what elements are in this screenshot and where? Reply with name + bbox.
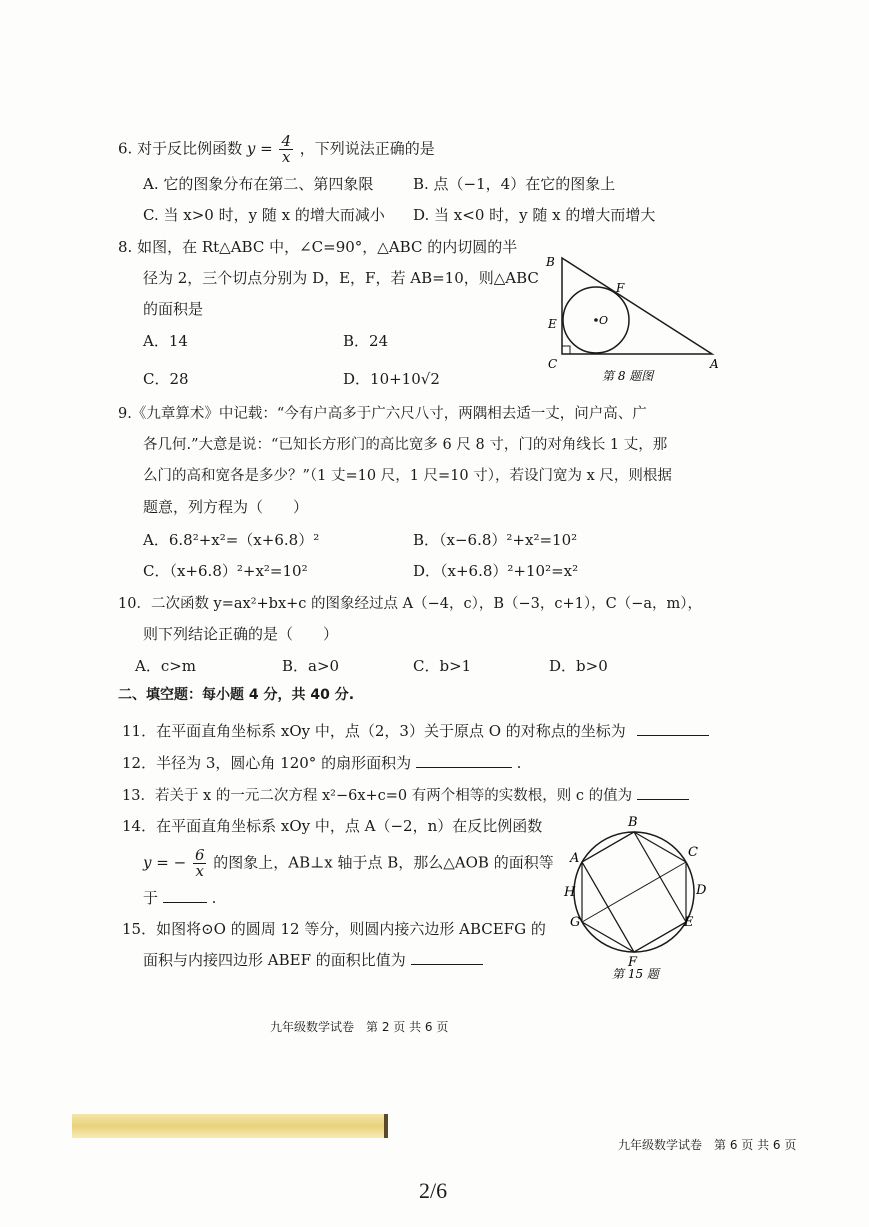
q15-line-2-text: 面积与内接四边形 ABEF 的面积比值为 (143, 951, 406, 969)
q8-label-a: A (710, 357, 719, 371)
q8-option-d: D．10+10√2 (343, 370, 440, 388)
q12-end: . (516, 754, 522, 772)
q15-circle-figure (560, 812, 720, 982)
q11-line (122, 720, 709, 741)
q10-option-c: C．b>1 (413, 657, 472, 675)
q8-center-point (594, 318, 598, 322)
q15-line-1: 15．如图将⊙O 的圆周 12 等分，则圆内接六边形 ABCEFG 的 (122, 920, 546, 938)
q15-answer-blank[interactable] (411, 950, 483, 965)
q6-option-c: C. 当 x>0 时，y 随 x 的增大而减小 (143, 206, 385, 224)
tape-strip (72, 1114, 388, 1138)
q6-frac-den: x (282, 148, 291, 166)
q10-option-d: D．b>0 (549, 657, 608, 675)
q8-option-a: A．14 (143, 332, 188, 350)
q10-line-1: 10．二次函数 y=ax²+bx+c 的图象经过点 A（−4，c），B（−3，c+1），C（−a，m）， (118, 596, 703, 612)
q14-line-3 (143, 887, 216, 908)
q15-label-e: E (684, 915, 694, 930)
q8-line-1: 8. 如图，在 Rt△ABC 中，∠C=90°，△ABC 的内切圆的半 (118, 238, 518, 256)
q15-diagonal-2 (582, 862, 634, 952)
q8-line-2: 径为 2，三个切点分别为 D，E，F，若 AB=10，则△ABC (143, 269, 539, 287)
q15-label-a: A (570, 851, 580, 866)
q10-line-2: 则下列结论正确的是（ ） (143, 625, 339, 643)
q8-figure-caption: 第 8 题图 (602, 369, 654, 383)
q14-answer-blank[interactable] (163, 888, 207, 903)
q6-stem (118, 134, 435, 165)
q6-number-text: 6. 对于反比例函数 (118, 139, 243, 158)
q15-label-c: C (688, 845, 698, 860)
q6-fraction (279, 134, 293, 165)
q14-line-3-text: 于 (143, 889, 159, 907)
q10-option-a: A．c>m (135, 657, 197, 675)
q8-option-b: B．24 (343, 332, 389, 350)
q8-label-b: B (546, 255, 555, 269)
q15-label-d: D (696, 883, 707, 898)
q6-option-d: D. 当 x<0 时，y 随 x 的增大而增大 (413, 206, 656, 224)
q9-option-b: B．（x−6.8）²+x²=10² (413, 531, 578, 549)
q14-fraction (193, 848, 207, 879)
q14-line-2-post: 的图象上，AB⊥x 轴于点 B，那么△AOB 的面积等 (213, 853, 554, 872)
q8-right-angle-mark (562, 346, 570, 354)
footer-page-info: 九年级数学试卷 第 2 页 共 6 页 (270, 1020, 449, 1034)
q14-line-3-end: . (211, 889, 217, 907)
q6-option-a: A. 它的图象分布在第二、第四象限 (143, 175, 374, 193)
q8-label-e: E (548, 317, 557, 331)
page-number: 2/6 (419, 1178, 448, 1203)
q8-line-3: 的面积是 (143, 300, 204, 318)
q15-line-2 (143, 949, 483, 970)
section-fill-in-blank-heading: 二、填空题：每小题 4 分，共 40 分. (118, 687, 355, 703)
q8-label-f: F (616, 281, 625, 295)
q8-triangle (562, 258, 712, 354)
q9-option-c: C．（x+6.8）²+x²=10² (143, 562, 308, 580)
q9-option-a: A．6.8²+x²=（x+6.8）² (143, 531, 320, 549)
q15-figure-caption: 第 15 题 (612, 967, 659, 981)
q6-option-b: B. 点（−1，4）在它的图象上 (413, 175, 616, 193)
q15-label-g: G (570, 915, 581, 930)
q13-answer-blank[interactable] (637, 785, 689, 800)
q12-answer-blank[interactable] (416, 753, 512, 768)
q9-line-3: 么门的高和宽各是多少？”（1 丈=10 尺，1 尺=10 寸），若设门宽为 x 尺，则根据 (143, 468, 672, 484)
footer-right-page-info: 九年级数学试卷 第 6 页 共 6 页 (618, 1138, 797, 1152)
q12-line (122, 752, 521, 773)
q14-frac-num: 6 (194, 846, 205, 864)
q11-text: 11．在平面直角坐标系 xOy 中，点（2，3）关于原点 O 的对称点的坐标为 (122, 722, 626, 740)
q9-line-4: 题意，列方程为（ ） (143, 498, 309, 516)
q11-answer-blank[interactable] (637, 721, 709, 736)
q8-triangle-figure (540, 252, 730, 392)
q15-label-f: F (628, 955, 638, 970)
q6-function-lhs: y = (246, 139, 273, 158)
q12-text: 12．半径为 3，圆心角 120° 的扇形面积为 (122, 754, 412, 772)
q8-option-c: C．28 (143, 370, 189, 388)
q14-line-2 (143, 848, 554, 879)
q6-frac-num: 4 (281, 132, 292, 150)
q6-stem-post: ，下列说法正确的是 (299, 139, 435, 158)
q14-frac-den: x (195, 862, 204, 880)
q9-line-1: 9.《九章算术》中记载：“今有户高多于广六尺八寸，两隅相去适一丈，问户高、广 (118, 406, 647, 422)
q13-text: 13．若关于 x 的一元二次方程 x²−6x+c=0 有两个相等的实数根，则 c 的值为 (122, 788, 633, 804)
q15-label-b: B (628, 815, 638, 830)
q8-label-c: C (548, 357, 558, 371)
q10-option-b: B．a>0 (282, 657, 340, 675)
q9-option-d: D．（x+6.8）²+10²=x² (413, 562, 579, 580)
q15-diagonal (582, 862, 686, 922)
q8-label-o: O (599, 314, 609, 327)
q14-line-1: 14．在平面直角坐标系 xOy 中，点 A（−2，n）在反比例函数 (122, 817, 543, 835)
q14-function-lhs: y = − (143, 853, 187, 872)
q13-line (122, 784, 689, 805)
q9-line-2: 各几何.”大意是说：“已知长方形门的高比宽多 6 尺 8 寸，门的对角线长 1 丈，那 (143, 437, 668, 453)
q15-label-h: H (564, 885, 576, 900)
